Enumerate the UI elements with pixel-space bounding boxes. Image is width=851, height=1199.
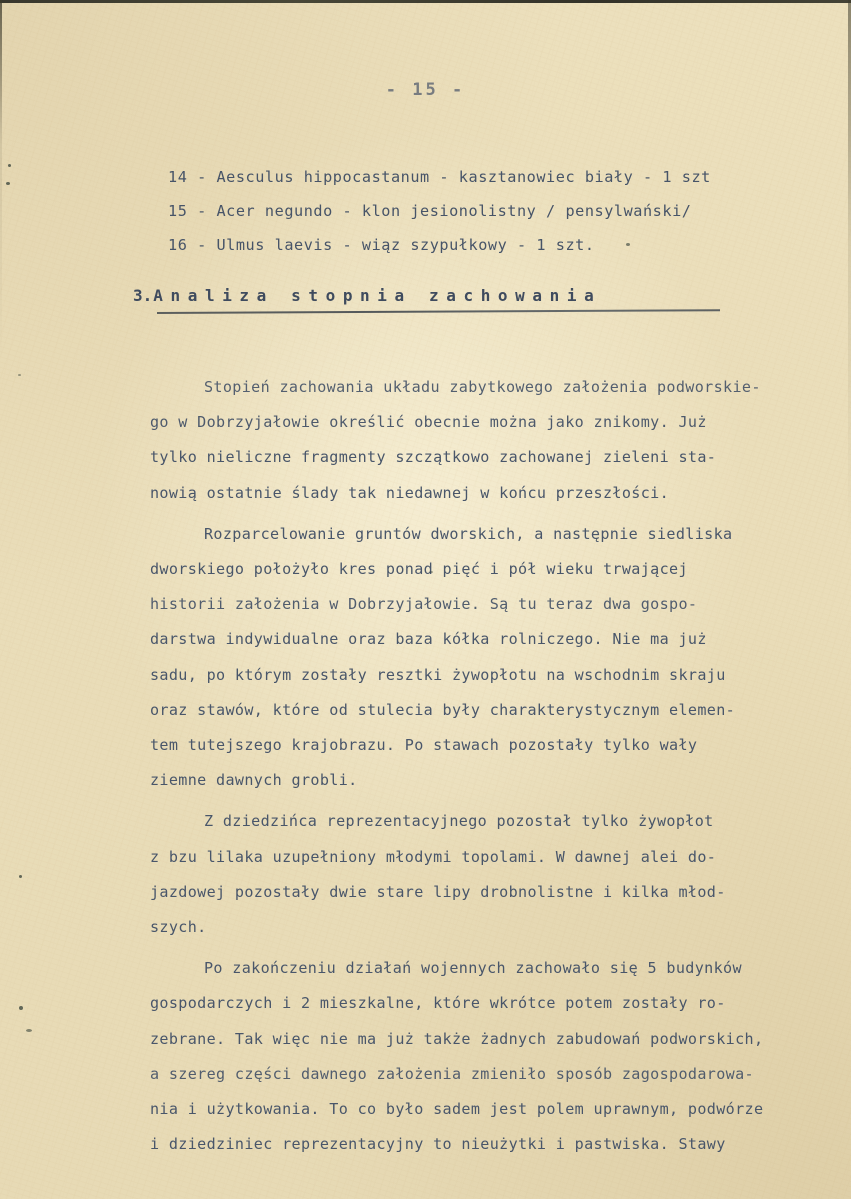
body-text	[150, 370, 780, 1168]
ink-speck	[430, 571, 433, 573]
section-heading-text: Analiza stopnia zachowania	[153, 286, 602, 305]
text-line: tylko nieliczne fragmenty szczątkowo zachowanej zieleni sta-	[150, 448, 717, 467]
text-line: darstwa indywidualne oraz baza kółka rolniczego. Nie ma już	[150, 630, 707, 649]
text-line: tem tutejszego krajobrazu. Po stawach pozostały tylko wały	[150, 736, 698, 755]
ink-speck	[18, 374, 21, 376]
text-line: ziemne dawnych grobli.	[150, 771, 358, 790]
section-heading-underline	[157, 309, 720, 314]
text-line: historii założenia w Dobrzyjałowie. Są tu teraz dwa gospo-	[150, 595, 698, 614]
paragraph-dziedziniec	[150, 804, 780, 945]
text-line: szych.	[150, 918, 207, 937]
ink-speck	[6, 182, 10, 185]
page-number: - 15 -	[385, 80, 466, 100]
list-item: 14 - Aesculus hippocastanum - kasztanowiec biały - 1 szt	[168, 168, 711, 186]
text-line: Po zakończeniu działań wojennych zachowało się 5 budynków	[204, 959, 742, 978]
text-line: nia i użytkowania. To co było sadem jest polem uprawnym, podwórze	[150, 1100, 764, 1119]
ink-speck	[626, 243, 630, 246]
ink-speck	[26, 1029, 32, 1032]
paragraph-rozparcelowanie	[150, 517, 780, 799]
list-item: 15 - Acer negundo - klon jesionolistny / pensylwański/	[168, 202, 692, 220]
paragraph-stopien-zachowania	[150, 370, 780, 511]
text-line: nowią ostatnie ślady tak niedawnej w końcu przeszłości.	[150, 483, 670, 502]
text-line: zebrane. Tak więc nie ma już także żadnych zabudowań podworskich,	[150, 1029, 764, 1048]
text-line: gospodarczych i 2 mieszkalne, które wkrótce potem zostały ro-	[150, 994, 726, 1013]
paragraph-po-zakonczeniu	[150, 951, 780, 1162]
list-item: 16 - Ulmus laevis - wiąz szypułkowy - 1 szt.	[168, 236, 595, 254]
text-line: sadu, po którym zostały resztki żywopłotu na wschodnim skraju	[150, 665, 726, 684]
text-line: dworskiego położyło kres ponad pięć i pół wieku trwającej	[150, 560, 688, 579]
ink-speck	[19, 1006, 23, 1010]
text-line: z bzu lilaka uzupełniony młodymi topolami. W dawnej alei do-	[150, 847, 717, 866]
ink-speck	[19, 875, 22, 878]
text-line: Stopień zachowania układu zabytkowego założenia podworskie-	[204, 378, 761, 396]
text-line: go w Dobrzyjałowie określić obecnie można jako znikomy. Już	[150, 413, 707, 432]
text-line: a szereg części dawnego założenia zmieniło sposób zagospodarowa-	[150, 1064, 754, 1083]
text-line: jazdowej pozostały dwie stare lipy drobnolistne i kilka młod-	[150, 882, 726, 901]
species-list	[168, 160, 808, 262]
text-line: Z dziedzińca reprezentacyjnego pozostał tylko żywopłot	[204, 812, 714, 831]
text-line: i dziedziniec reprezentacyjny to nieużytki i pastwiska. Stawy	[150, 1135, 726, 1154]
text-line: Rozparcelowanie gruntów dworskich, a następnie siedliska	[204, 524, 733, 543]
section-heading	[133, 286, 773, 314]
text-line: oraz stawów, które od stulecia były charakterystycznym elemen-	[150, 700, 736, 719]
section-heading-line	[133, 286, 773, 305]
ink-speck	[8, 164, 11, 167]
section-heading-number: 3.	[133, 286, 153, 305]
